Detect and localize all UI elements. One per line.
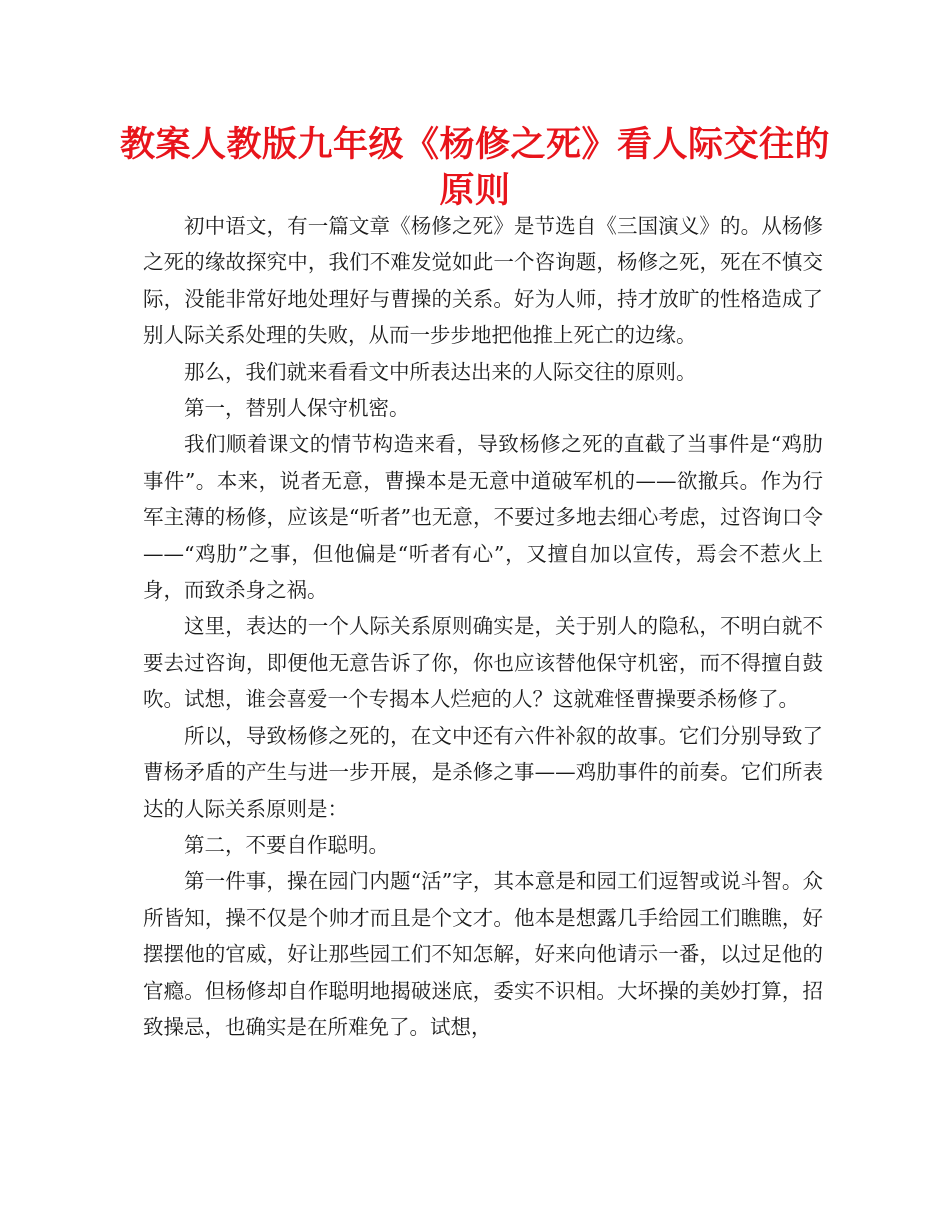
paragraph: 我们顺着课文的情节构造来看，导致杨修之死的直截了当事件是“鸡肋事件”。本来，说者无意，曹操本是无意中道破军机的——欲撤兵。作为行军主薄的杨修，应该是“听者”也无意，不要过多地去细心考虑，过咨询口令——“鸡肋”之事，但他偏是“听者有心”，又擅自加以宣传，焉会不惹火上身，而致杀身之祸。: [143, 432, 823, 603]
paragraph: 所以，导致杨修之死的，在文中还有六件补叙的故事。它们分别导致了曹杨矛盾的产生与进一步开展，是杀修之事——鸡肋事件的前奏。它们所表达的人际关系原则是：: [143, 723, 823, 821]
paragraph: 第一，替别人保守机密。: [184, 396, 410, 421]
paragraph: 这里，表达的一个人际关系原则确实是，关于别人的隐私，不明白就不要去过咨询，即便他无意告诉了你，你也应该替他保守机密，而不得擅自鼓吹。试想，谁会喜爱一个专揭本人烂疤的人？这就难怪曹操要杀杨修了。: [143, 614, 823, 712]
paragraph: 那么，我们就来看看文中所表达出来的人际交往的原则。: [184, 359, 697, 384]
document-body: [143, 208, 823, 1045]
paragraph: 初中语文，有一篇文章《杨修之死》是节选自《三国演义》的。从杨修之死的缘故探究中，我们不难发觉如此一个咨询题，杨修之死，死在不慎交际，没能非常好地处理好与曹操的关系。好为人师，持才放旷的性格造成了别人际关系处理的失败，从而一步步地把他推上死亡的边缘。: [143, 214, 823, 348]
document-title: 教案人教版九年级《杨修之死》看人际交往的原则: [120, 125, 831, 211]
paragraph: 第一件事，操在园门内题“活”字，其本意是和园工们逗智或说斗智。众所皆知，操不仅是个帅才而且是个文才。他本是想露几手给园工们瞧瞧，好摆摆他的官威，好让那些园工们不知怎解，好来向他请示一番，以过足他的官瘾。但杨修却自作聪明地揭破迷底，委实不识相。大坏操的美妙打算，招致操忌，也确实是在所难免了。试想，: [143, 869, 823, 1039]
paragraph: 第二，不要自作聪明。: [184, 832, 389, 857]
